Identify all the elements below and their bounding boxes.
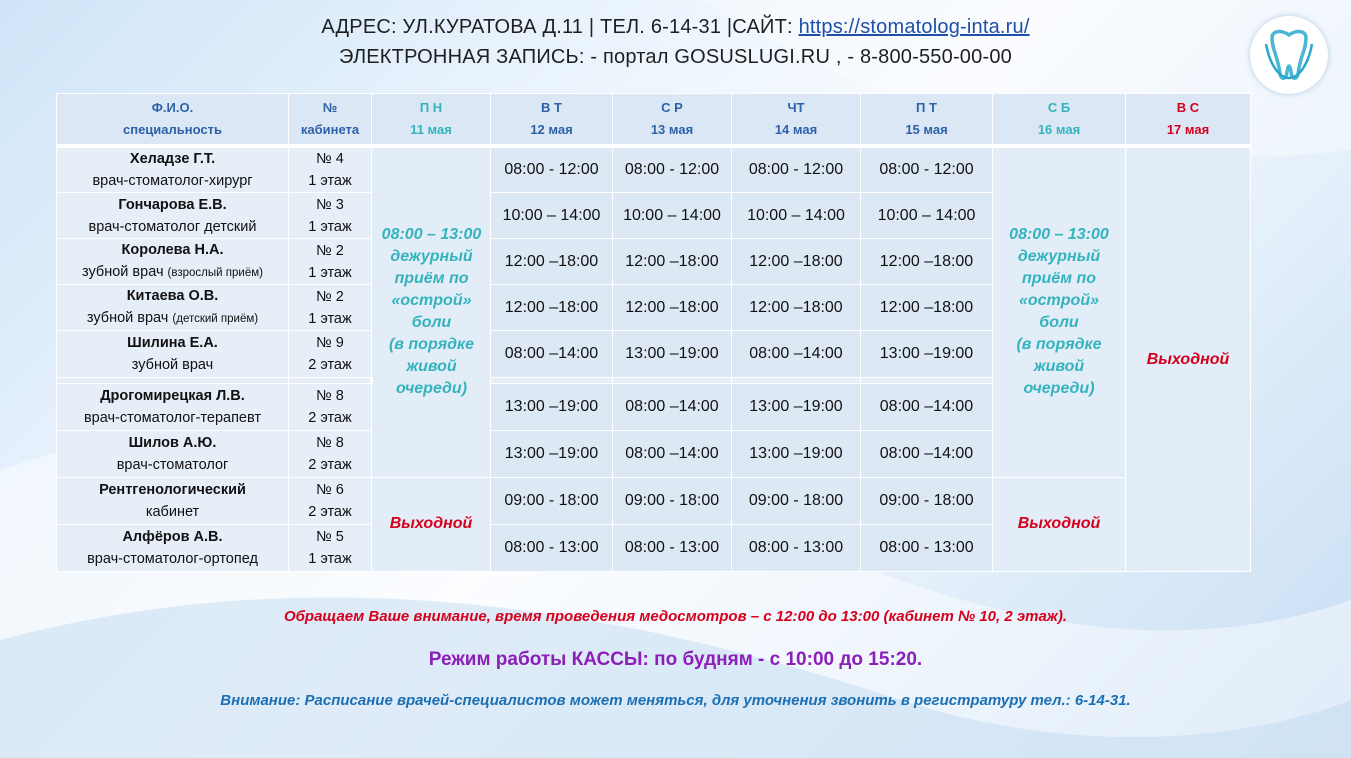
cabinet-cell: № 5 1 этаж: [289, 524, 372, 571]
table-row: [57, 146, 1251, 193]
saturday-duty-cell: 08:00 – 13:00 дежурный приём по «острой» боли (в порядке живой очереди): [993, 146, 1126, 477]
time-cell: 08:00 - 12:00: [732, 146, 861, 193]
col-thu-header: ЧТ 14 мая: [732, 94, 861, 147]
time-cell: 08:00 –14:00: [732, 331, 861, 377]
cabinet-cell: № 9 2 этаж: [289, 331, 372, 377]
time-cell: 08:00 - 13:00: [861, 524, 993, 571]
time-cell: 09:00 - 18:00: [861, 477, 993, 524]
col-cabinet-header: № кабинета: [289, 94, 372, 147]
time-cell: 08:00 –14:00: [491, 331, 613, 377]
time-cell: 08:00 –14:00: [861, 383, 993, 430]
col-sat-header: С Б 16 мая: [993, 94, 1126, 147]
time-cell: 09:00 - 18:00: [732, 477, 861, 524]
time-cell: 08:00 - 12:00: [861, 146, 993, 193]
time-cell: 08:00 - 12:00: [491, 146, 613, 193]
doctor-cell: Алфёров А.В. врач-стоматолог-ортопед: [57, 524, 289, 571]
time-cell: 08:00 - 13:00: [491, 524, 613, 571]
time-cell: 09:00 - 18:00: [613, 477, 732, 524]
time-cell: 10:00 – 14:00: [613, 193, 732, 239]
schedule-table: [56, 93, 1251, 572]
header-row: [57, 94, 1251, 147]
cabinet-cell: № 2 1 этаж: [289, 285, 372, 331]
time-cell: 09:00 - 18:00: [491, 477, 613, 524]
monday-day-off-cell: Выходной: [372, 477, 491, 571]
online-booking-line: ЭЛЕКТРОННАЯ ЗАПИСЬ: - портал GOSUSLUGI.RU , - 8-800-550-00-00: [339, 46, 1012, 68]
tooth-logo-icon: [1250, 16, 1328, 94]
col-wed-header: С Р 13 мая: [613, 94, 732, 147]
time-cell: 12:00 –18:00: [732, 285, 861, 331]
col-name-header: Ф.И.О. специальность: [57, 94, 289, 147]
col-sun-header: В С 17 мая: [1126, 94, 1251, 147]
time-cell: 13:00 –19:00: [861, 331, 993, 377]
time-cell: 10:00 – 14:00: [732, 193, 861, 239]
cabinet-cell: № 8 2 этаж: [289, 383, 372, 430]
time-cell: 08:00 –14:00: [861, 430, 993, 477]
cabinet-cell: № 6 2 этаж: [289, 477, 372, 524]
col-mon-header: П Н 11 мая: [372, 94, 491, 147]
time-cell: 12:00 –18:00: [613, 285, 732, 331]
cabinet-cell: № 3 1 этаж: [289, 193, 372, 239]
cabinet-cell: № 4 1 этаж: [289, 146, 372, 193]
medical-exam-note: Обращаем Ваше внимание, время проведения медосмотров – с 12:00 до 13:00 (кабинет № 10, 2 этаж).: [283, 608, 1068, 625]
time-cell: 12:00 –18:00: [491, 239, 613, 285]
time-cell: 12:00 –18:00: [613, 239, 732, 285]
time-cell: 13:00 –19:00: [732, 430, 861, 477]
time-cell: 13:00 –19:00: [491, 383, 613, 430]
time-cell: 08:00 - 13:00: [613, 524, 732, 571]
cabinet-cell: № 8 2 этаж: [289, 430, 372, 477]
time-cell: 13:00 –19:00: [613, 331, 732, 377]
time-cell: 12:00 –18:00: [732, 239, 861, 285]
address-text: АДРЕС: УЛ.КУРАТОВА Д.11 | ТЕЛ. 6-14-31 |САЙТ:: [321, 16, 799, 38]
time-cell: 13:00 –19:00: [732, 383, 861, 430]
table-row: [57, 477, 1251, 524]
col-tue-header: В Т 12 мая: [491, 94, 613, 147]
doctor-cell: Шилина Е.А. зубной врач: [57, 331, 289, 377]
doctor-cell: Хеладзе Г.Т. врач-стоматолог-хирург: [57, 146, 289, 193]
monday-duty-cell: 08:00 – 13:00 дежурный приём по «острой» боли (в порядке живой очереди): [372, 146, 491, 477]
time-cell: 10:00 – 14:00: [491, 193, 613, 239]
time-cell: 08:00 - 12:00: [613, 146, 732, 193]
cashier-hours-note: Режим работы КАССЫ: по будням - с 10:00 до 15:20.: [428, 649, 923, 670]
time-cell: 08:00 –14:00: [613, 430, 732, 477]
site-link[interactable]: https://stomatolog-inta.ru/: [798, 16, 1030, 38]
time-cell: 08:00 - 13:00: [732, 524, 861, 571]
schedule-warning-note: Внимание: Расписание врачей-специалистов может меняться, для уточнения звонить в регистратуру тел.: 6-14-31.: [220, 692, 1131, 709]
col-fri-header: П Т 15 мая: [861, 94, 993, 147]
time-cell: 08:00 –14:00: [613, 383, 732, 430]
cabinet-cell: № 2 1 этаж: [289, 239, 372, 285]
doctor-cell: Рентгенологический кабинет: [57, 477, 289, 524]
time-cell: 13:00 –19:00: [491, 430, 613, 477]
doctor-cell: Гончарова Е.В. врач-стоматолог детский: [57, 193, 289, 239]
doctor-cell: Китаева О.В. зубной врач (детский приём): [57, 285, 289, 331]
saturday-day-off-cell: Выходной: [993, 477, 1126, 571]
doctor-cell: Дрогомирецкая Л.В. врач-стоматолог-терапевт: [57, 383, 289, 430]
doctor-cell: Шилов А.Ю. врач-стоматолог: [57, 430, 289, 477]
sunday-day-off-cell: Выходной: [1126, 146, 1251, 571]
address-line: [0, 16, 1351, 39]
time-cell: 12:00 –18:00: [861, 285, 993, 331]
time-cell: 10:00 – 14:00: [861, 193, 993, 239]
time-cell: 12:00 –18:00: [861, 239, 993, 285]
doctor-cell: Королева Н.А. зубной врач (взрослый приём): [57, 239, 289, 285]
time-cell: 12:00 –18:00: [491, 285, 613, 331]
